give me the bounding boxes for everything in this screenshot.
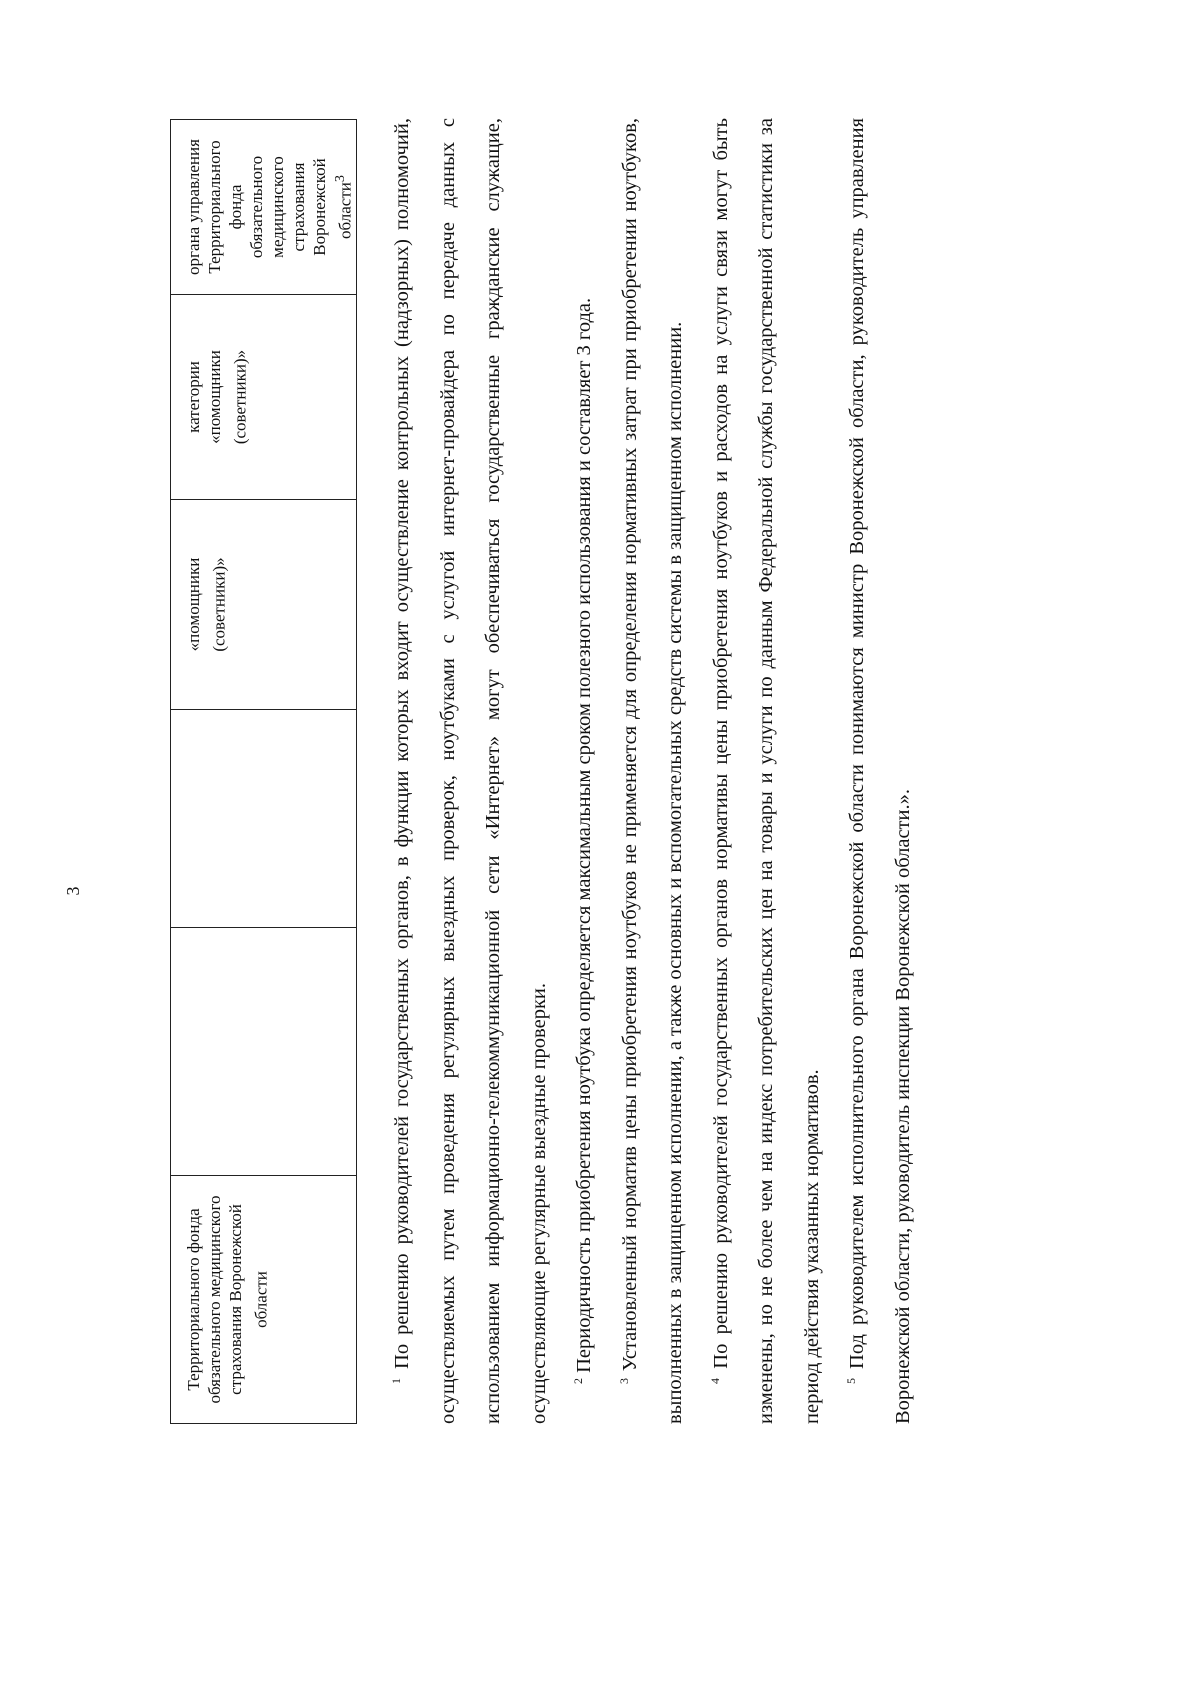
footnote-text: По решению руководителей государственных органов нормативы цены приобретения ноутбуков и расходов на услуги связи могут быть изменены, но не более чем на индекс потребительских цен на товары и услуги по данным Федеральной службы государственной статистики за период действия указанных нормативов. <box>709 118 823 1424</box>
table-cell <box>171 928 357 1176</box>
footnote-mark: 3 <box>616 1378 631 1384</box>
footnote-text: Под руководителем исполнительного органа Воронежской области понимаются министр Воронежской области, руководитель управления Воронежской области, руководитель инспекции Воронежской области.». <box>846 117 914 1424</box>
norms-table-fragment <box>170 119 357 1424</box>
footnote-ref: 3 <box>332 175 348 183</box>
page-number: 3 <box>63 886 83 896</box>
table-cell <box>171 1176 357 1424</box>
cell-text: Территориального фонда обязательного медицинского страхования Воронежской области <box>184 1195 271 1404</box>
footnote-item <box>835 118 926 1424</box>
footnote-item <box>608 118 699 1424</box>
table-cell <box>171 295 357 500</box>
footnote-text: Установленный норматив цены приобретения ноутбуков не применяется для определения нормативных затрат при приобретении ноутбуков, выполненных в защищенном исполнении, а также основных и вспомогательных средств системы в защищенном исполнении. <box>618 117 686 1424</box>
footnote-text: По решению руководителей государственных органов, в функции которых входит осуществление контрольных (надзорных) полномочий, осуществляемых путем проведения регулярных выездных проверок, ноутбуками с услугой интернет-провайдера по передаче данных с использованием информационно-телекоммуникационной сети «Интернет» могут обеспечиваться государственные гражданские служащие, осуществляющие регулярные выездные проверки. <box>391 118 550 1424</box>
footnote-mark: 2 <box>571 1378 586 1384</box>
table-cell <box>171 710 357 928</box>
cell-text: категории «помощники (советники)» <box>184 349 250 445</box>
table-cell <box>171 120 357 295</box>
footnote-text: Периодичность приобретения ноутбука определяется максимальным сроком полезного использования и составляет 3 года. <box>573 297 595 1373</box>
cell-text: «помощники (советники)» <box>184 557 229 652</box>
footnote-mark: 5 <box>844 1378 859 1384</box>
table-row <box>171 120 357 1424</box>
cell-text: органа управления Территориального фонда обязательного медицинского страхования Воронежской области <box>184 139 355 275</box>
footnote-mark: 1 <box>389 1378 404 1384</box>
table-cell <box>171 500 357 710</box>
footnote-item <box>380 118 562 1424</box>
footnotes-block <box>380 118 926 1424</box>
footnote-item <box>562 118 608 1424</box>
footnote-mark: 4 <box>707 1378 722 1384</box>
footnote-item <box>699 118 836 1424</box>
